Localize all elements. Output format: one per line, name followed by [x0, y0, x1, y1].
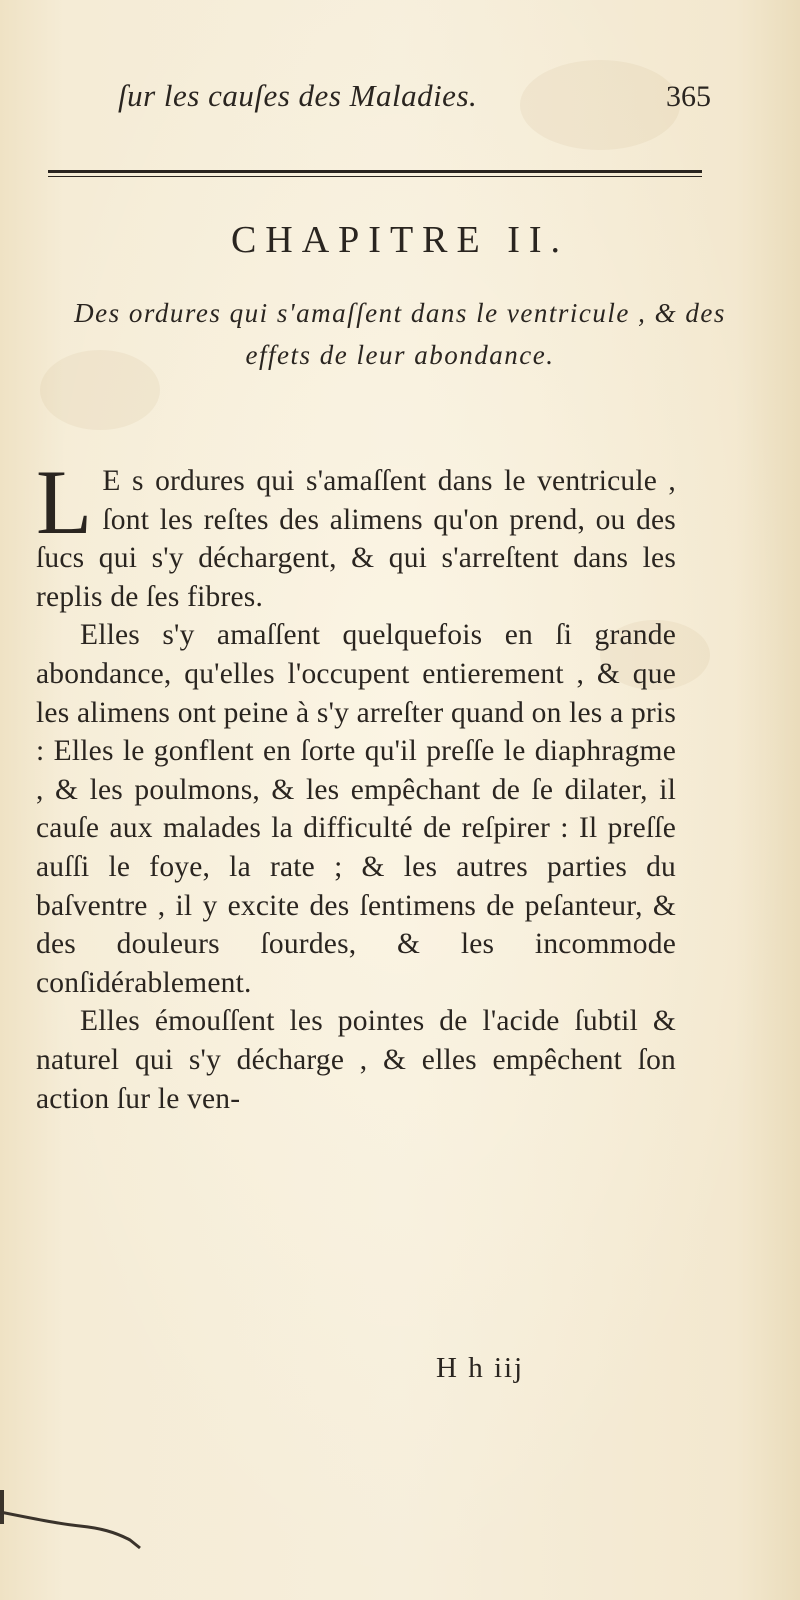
page-number: 365 — [666, 80, 711, 113]
header-rule — [48, 170, 702, 173]
chapter-title: CHAPITRE II. — [230, 219, 570, 261]
paragraph-text: E s ordures qui s'amaſſent dans le ventricule , ſont les reſtes des alimens qu'on prend, ou des ſucs qui s'y déchargent, & qui s'arreſtent dans les replis de ſes fibres. — [36, 465, 676, 613]
running-title: ſur les cauſes des Maladies. — [118, 78, 478, 113]
paragraph: Elles émouſſent les pointes de l'acide ſubtil & naturel qui s'y décharge , & elles empêchent ſon action ſur le ven- — [36, 1005, 676, 1115]
paragraph — [36, 451, 676, 616]
paragraph: Elles s'y amaſſent quelquefois en ſi grande abondance, qu'elles l'occupent entierement , & que les alimens ont peine à s'y arreſter quand on les a pris : Elles le gonflent en ſorte qu'il preſſe le diaphragme , & les poulmons, & les empêchant de ſe dilater, il cauſe aux malades la difficulté de reſpirer : Il preſſe auſſi le foye, la rate ; & les autres parties du baſventre , il y excite des ſentimens de peſanteur, & des douleurs ſourdes, & les incommode conſidérablement. — [36, 619, 676, 999]
drop-cap: L — [36, 451, 93, 553]
running-head — [108, 78, 711, 122]
page-edge-mark — [0, 1510, 150, 1550]
body-text — [36, 451, 676, 1118]
signature-mark: H h iij — [436, 1352, 525, 1384]
chapter-subtitle: Des ordures qui s'amaſſent dans le ventricule , & des effets de leur abondance. — [74, 298, 726, 370]
